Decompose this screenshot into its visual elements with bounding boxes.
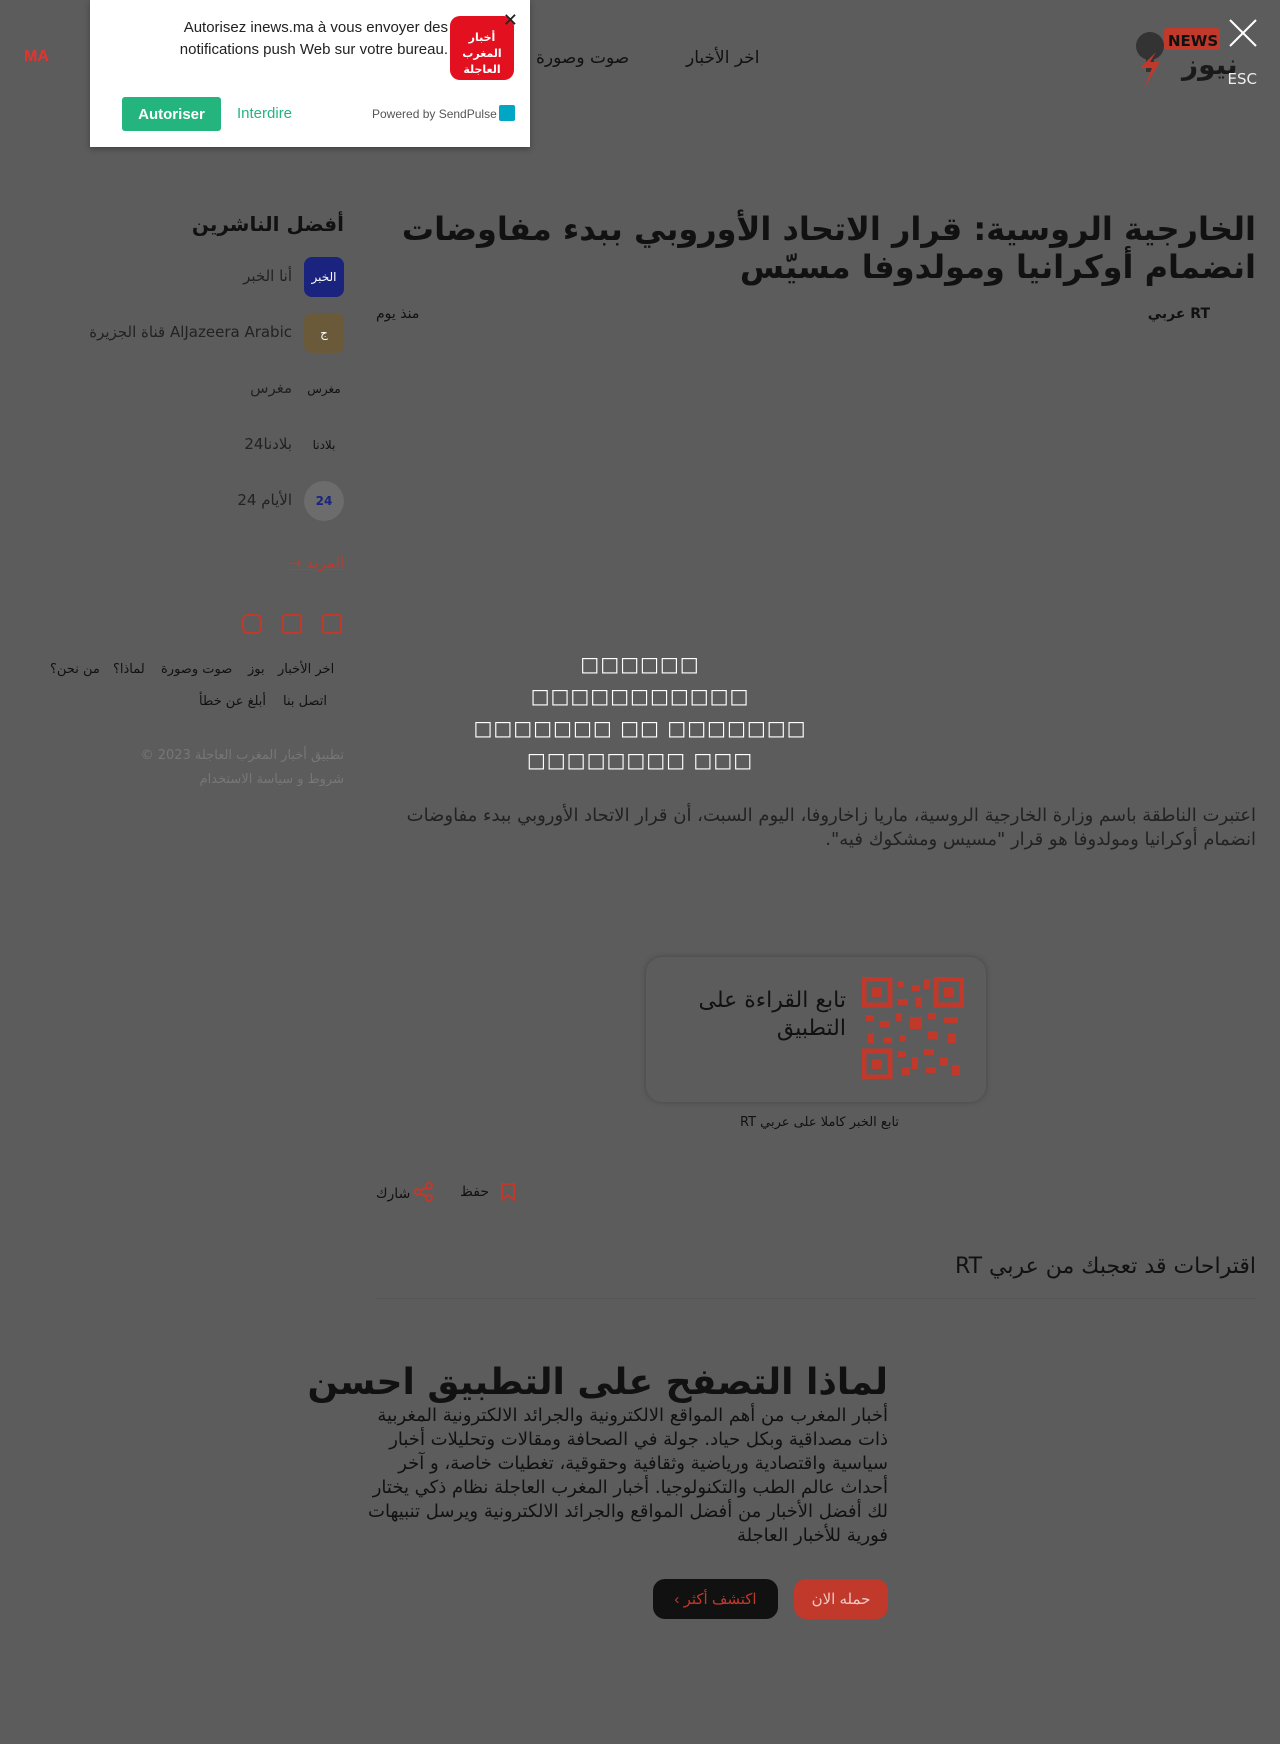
twitter-icon[interactable] [282, 614, 302, 634]
footer-link-latest[interactable]: اخر الأخبار [278, 662, 335, 677]
facebook-icon[interactable] [322, 614, 342, 634]
nav-audio-video[interactable]: صوت وصورة [536, 48, 630, 68]
publisher-logo: بلادنا [304, 425, 344, 465]
terms-link[interactable]: شروط و سياسة الاستخدام [199, 772, 344, 787]
push-message: Autorisez inews.ma à vous envoyer des notifications push Web sur votre bureau. [179, 19, 448, 58]
article-excerpt: اعتبرت الناطقة باسم وزارة الخارجية الروسية، ماريا زاخاروفا، اليوم السبت، أن قرار الاتحاد الأوروبي ببدء مفاوضات انضمام أوكرانيا ومولدوفا هو قرار "مسيس ومشكوك فيه". [406, 805, 1256, 850]
country-selector[interactable]: MA [24, 48, 49, 65]
allow-button[interactable]: Autoriser [122, 97, 221, 131]
footer-link-why[interactable]: لماذا؟ [113, 662, 145, 677]
more-label: المزيد [306, 554, 344, 572]
save-button[interactable]: حفظ [460, 1184, 490, 1200]
esc-hint: ESC [1227, 70, 1257, 88]
video-error-message: □□□□□□ □□□□□□□□□□□ □□□□□□□ □□ □□□□□□□ □□□□□□□□ □□□ [473, 652, 807, 772]
discover-more-button[interactable] [653, 1579, 778, 1619]
bookmark-icon[interactable] [500, 1182, 516, 1207]
more-publishers-link[interactable] [289, 554, 344, 572]
continue-caption: تابع الخبر كاملا على عربي RT [740, 1115, 900, 1130]
logo-text: نيوز [1182, 48, 1238, 81]
promo-title: لماذا التصفح على التطبيق احسن [307, 1362, 888, 1403]
footer-link-report-error[interactable]: أبلغ عن خطأ [199, 694, 267, 709]
publisher-logo: مغرس [304, 369, 344, 409]
footer-link-buzz[interactable]: بوز [248, 662, 265, 677]
publisher-name: بلادنا24 [244, 435, 292, 453]
share-icon[interactable] [414, 1182, 434, 1207]
publisher-item[interactable] [64, 425, 344, 465]
sendpulse-icon [499, 105, 515, 121]
publisher-item[interactable] [64, 257, 344, 297]
article-headline: الخارجية الروسية: قرار الاتحاد الأوروبي ببدء مفاوضات انضمام أوكرانيا ومولدوفا مسيّس [401, 210, 1256, 286]
instagram-icon[interactable] [242, 614, 262, 634]
publisher-item[interactable] [64, 313, 344, 353]
publisher-name: AlJazeera Arabic قناة الجزيرة [89, 323, 292, 341]
push-permission-dialog [90, 0, 530, 147]
deny-button[interactable]: Interdire [237, 105, 293, 122]
top-publishers-title: أفضل الناشرين [191, 212, 344, 236]
arrow-right-icon: → [288, 554, 302, 572]
continue-reading-text: تابع القراءة على التطبيق [698, 988, 846, 1041]
footer-link-contact[interactable]: اتصل بنا [283, 694, 327, 709]
footer-link-about[interactable]: من نحن؟ [50, 662, 100, 677]
site-logo[interactable] [1130, 22, 1240, 94]
download-app-button[interactable]: حمله الان [794, 1579, 888, 1619]
article-time: منذ يوم [376, 306, 420, 322]
suggestions-heading: اقتراحات قد تعجبك من عربي RT [954, 1254, 1256, 1279]
publisher-name: أنا الخبر [243, 267, 292, 285]
powered-by[interactable]: Powered by SendPulse [372, 107, 497, 121]
svg-text:NEWS: NEWS [1168, 32, 1219, 50]
article-source[interactable]: عربي RT [1147, 306, 1210, 322]
dialog-close-icon[interactable]: ✕ [502, 10, 518, 31]
nav-latest-news[interactable]: اخر الأخبار [686, 48, 760, 68]
publisher-logo: 24 [304, 481, 344, 521]
promo-body: أخبار المغرب من أهم المواقع الالكترونية والجرائد الالكترونية المغربية ذات مصداقية وبكل حياد. جولة في الصحافة ومقالات وتحليلات أخبار سياسية واقتصادية ورياضية وثقافية وحقوقية، تغطيات خاصة، و آخر أحداث عالم الطب والتكنولوجيا. أخبار المغرب العاجلة نظام ذكي يختار لك أفضل الأخبار من أفضل المواقع والجرائد الالكترونية ويرسل تنبيهات فورية للأخبار العاجلة [368, 1405, 888, 1546]
qr-code-icon [862, 977, 964, 1079]
close-icon [1228, 18, 1258, 48]
share-button[interactable]: شارك [376, 1186, 411, 1202]
discover-label: اكتشف أكثر [683, 1591, 757, 1608]
publisher-item[interactable] [64, 369, 344, 409]
publisher-item[interactable] [64, 481, 344, 521]
app-icon: أخبار المغرب العاجلة [450, 16, 514, 80]
publisher-name: مغرس [250, 379, 292, 397]
footer-link-audio-video[interactable]: صوت وصورة [161, 662, 233, 677]
publisher-logo: الخبر [304, 257, 344, 297]
continue-in-app-card[interactable] [646, 957, 986, 1102]
copyright: © تطبيق أخبار المغرب العاجلة 2023 [140, 748, 344, 763]
chevron-left-icon: ‹ [674, 1591, 684, 1608]
divider [376, 1298, 1256, 1299]
close-overlay-button[interactable] [1228, 18, 1258, 48]
publisher-name: الأيام 24 [237, 491, 292, 509]
publisher-logo: ج [304, 313, 344, 353]
